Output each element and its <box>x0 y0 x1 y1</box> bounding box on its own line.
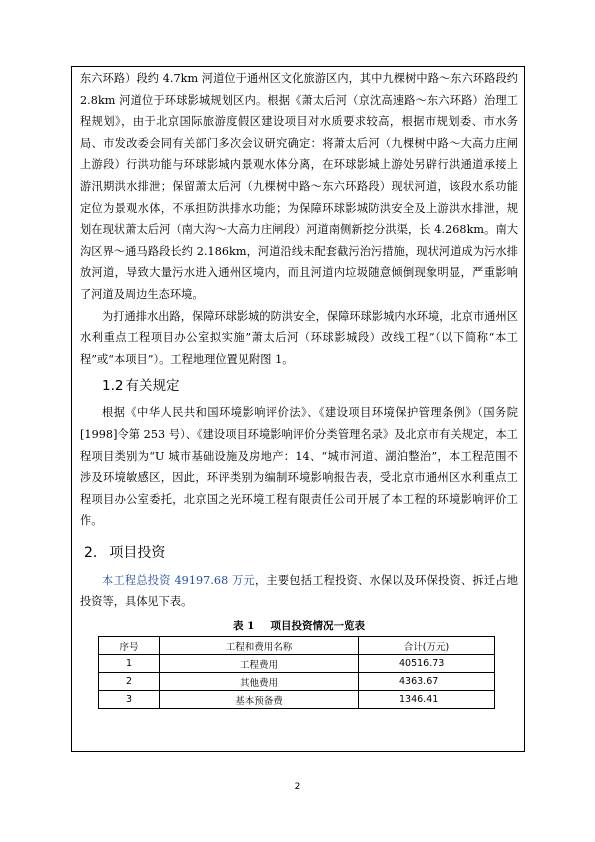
table-header-cell: 合计(万元) <box>359 637 495 655</box>
table-cell: 40516.73 <box>359 655 495 673</box>
investment-text: ，主要包括工程投资、水保以及环保投资、拆迁占地投资等，具体见下表。 <box>80 573 518 609</box>
table-caption <box>80 619 518 633</box>
table-row <box>99 673 495 691</box>
section-number: 2. <box>84 544 98 561</box>
table-caption-text: 项目投资情况一览表 <box>270 620 365 633</box>
table-header-cell: 工程和费用名称 <box>160 637 359 655</box>
investment-table <box>98 636 495 709</box>
table-header-row <box>99 637 495 655</box>
table-cell: 1 <box>99 655 160 673</box>
section-heading-1-2 <box>102 376 518 396</box>
table-header-cell: 序号 <box>99 637 160 655</box>
document-body <box>80 68 518 709</box>
page-number: 2 <box>294 782 301 792</box>
paragraph-project-purpose: 为打通排水出路，保障环球影城的防洪安全，保障环球影城内水环境，北京市通州区水利重点工程项目办公室拟实施”萧太后河（环球影城段）改线工程”（以下简称“本工程”或“本项目”）。工程地理位置见附图 1。 <box>80 309 518 366</box>
section-title: 项目投资 <box>109 544 166 561</box>
table-cell: 4363.67 <box>359 673 495 691</box>
table-row <box>99 691 495 709</box>
section-heading-2 <box>84 542 518 564</box>
paragraph-project-background: 东六环路）段约 4.7km 河道位于通州区文化旅游区内，其中九棵树中路～东六环路段约 2.8km 河道位于环球影城规划区内。根据《萧太后河（京沈高速路～东六环路）治理工程规划》，由于北京国际旅游度假区建设项目对水质要求较高，根据市规划委、市水务局、市发改委会同有关部门多次会议研究确定：将萧太后河（九棵树中路～大高力庄闸上游段）行洪功能与环球影城内景观水体分离，在环球影城上游处另辟行洪通道承接上游汛期洪水排泄；保留萧太后河（九棵树中路～东六环路段）现状河道，该段水系功能定位为景观水体，不承担防洪排水功能；为保障环球影城防洪安全及上游洪水排泄，规划在现状萧太后河（南大沟～大高力庄闸段）河道南侧新挖分洪渠，长 4.268km。南大沟区界～通马路段长约 2.186km，河道沿线未配套截污治污措施，现状河道成为污水排放河道，导致大量污水进入通州区境内，而且河道内垃圾随意倾倒现象明显，严重影响了河道及周边生态环境。 <box>80 72 518 301</box>
table-cell: 3 <box>99 691 160 709</box>
table-cell: 1346.41 <box>359 691 495 709</box>
table-cell: 工程费用 <box>160 655 359 673</box>
paragraph-investment <box>80 570 518 613</box>
section-title: 有关规定 <box>125 378 180 395</box>
table-cell: 其他费用 <box>160 673 359 691</box>
paragraph-regulations: 根据《中华人民共和国环境影响评价法》、《建设项目环境保护管理条例》（国务院[1998]令第 253 号）、《建设项目环境影响评价分类管理名录》及北京市有关规定，本工程项目类别为“U 城市基础设施及房地产：14、“城市河道、湖泊整治”，本工程范围不涉及环境敏感区，因此，环评类别为编制环境影响报告表，受北京市通州区水利重点工程项目办公室委托，北京国之光环境工程有限责任公司开展了本工程的环境影响评价工作。 <box>80 406 518 528</box>
investment-total-highlight: 本工程总投资 49197.68 万元 <box>102 573 255 587</box>
section-number: 1.2 <box>102 378 124 395</box>
table-cell: 2 <box>99 673 160 691</box>
table-cell: 基本预备费 <box>160 691 359 709</box>
table-caption-number: 表 1 <box>233 620 255 633</box>
table-row <box>99 655 495 673</box>
